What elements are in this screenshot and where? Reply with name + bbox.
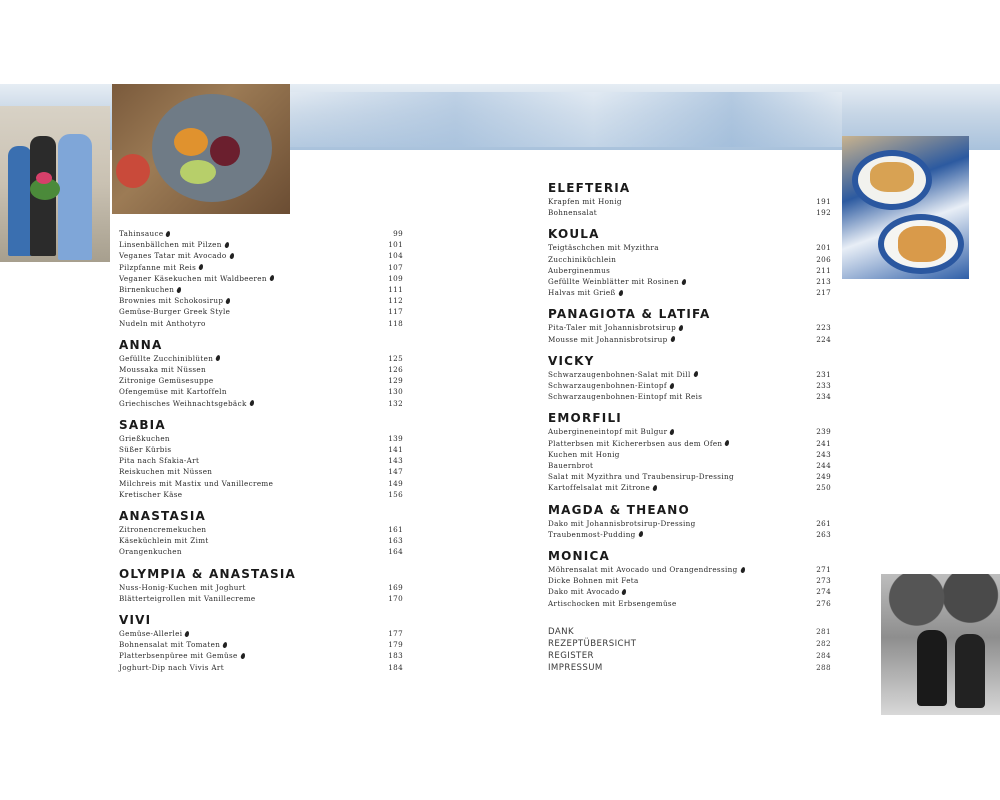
entry-title-text: Teigtäschchen mit Myzithra xyxy=(548,243,659,253)
entry-title xyxy=(548,564,745,575)
photo-figure xyxy=(58,134,92,260)
toc-entry xyxy=(119,489,403,500)
entry-page-number: 126 xyxy=(388,365,403,375)
entry-title-text: Joghurt-Dip nach Vivis Art xyxy=(119,662,224,672)
entry-title xyxy=(119,582,246,593)
entry-page-number: 125 xyxy=(388,353,403,363)
entry-title xyxy=(548,254,616,265)
toc-left-column xyxy=(119,228,403,673)
entry-title-text: Orangenkuchen xyxy=(119,547,182,557)
entry-title xyxy=(119,593,255,604)
entry-page-number: 274 xyxy=(816,587,831,597)
toc-entry xyxy=(119,386,403,397)
entry-title xyxy=(548,639,636,650)
toc-entry xyxy=(548,196,831,207)
photo-bowl xyxy=(116,154,150,188)
entry-page-number: 129 xyxy=(388,376,403,386)
entry-title-text: Zitronige Gemüsesuppe xyxy=(119,376,214,386)
leaf-drop-icon xyxy=(198,264,204,271)
entry-title-text: Grießkuchen xyxy=(119,433,170,443)
photo-greens xyxy=(180,160,216,184)
entry-page-number: 211 xyxy=(816,265,831,275)
entry-title-text: Auberginenmus xyxy=(548,265,611,275)
leaf-drop-icon xyxy=(215,355,221,362)
section-heading: SABIA xyxy=(119,417,166,432)
toc-entry xyxy=(548,334,831,345)
entry-title xyxy=(119,639,227,650)
entry-title xyxy=(119,546,182,557)
entry-title xyxy=(119,466,212,477)
entry-title xyxy=(119,375,214,386)
entry-page-number: 130 xyxy=(388,387,403,397)
toc-entry xyxy=(119,284,403,295)
photo-pumpkin xyxy=(174,128,208,156)
toc-entry xyxy=(119,295,403,306)
leaf-drop-icon xyxy=(249,400,255,407)
entry-title xyxy=(548,575,639,586)
leaf-drop-icon xyxy=(678,324,684,331)
entry-page-number: 273 xyxy=(816,576,831,586)
entry-title-text: Bohnensalat xyxy=(548,208,598,218)
entry-title-text: Veganes Tatar mit Avocado xyxy=(119,251,227,261)
photo-figure xyxy=(917,630,947,706)
entry-title xyxy=(119,489,182,500)
entry-title-text: Linsenbällchen mit Pilzen xyxy=(119,240,222,250)
section-heading: KOULA xyxy=(548,227,600,242)
entry-page-number: 164 xyxy=(388,547,403,557)
toc-extra-entry xyxy=(548,626,831,638)
entry-title-text: Bohnensalat mit Tomaten xyxy=(119,640,221,650)
entry-title-text: Platterbsen mit Kichererbsen aus dem Ofen xyxy=(548,438,723,448)
entry-title-text: Nudeln mit Anthotyro xyxy=(119,318,206,328)
entry-title xyxy=(119,433,170,444)
toc-entry xyxy=(548,438,831,449)
entry-title xyxy=(548,242,659,253)
entry-page-number: 109 xyxy=(388,273,403,283)
entry-title xyxy=(119,650,245,661)
leaf-drop-icon xyxy=(670,336,676,343)
entry-page-number: 147 xyxy=(388,467,403,477)
entry-page-number: 163 xyxy=(388,536,403,546)
section-heading: VICKY xyxy=(548,353,595,368)
entry-title xyxy=(119,250,234,261)
toc-entry xyxy=(119,228,403,239)
leaf-drop-icon xyxy=(269,275,275,282)
entry-title-text: Pita nach Sfakia-Art xyxy=(119,456,200,466)
section-heading: VIVI xyxy=(119,613,152,628)
entry-title xyxy=(548,529,643,540)
entry-title-text: Gemüse-Allerlei xyxy=(119,629,183,639)
entry-title-text: Aubergineneintopf mit Bulgur xyxy=(548,427,668,437)
entry-page-number: 107 xyxy=(388,262,403,272)
entry-page-number: 201 xyxy=(816,243,831,253)
entry-title-text: Ofengemüse mit Kartoffeln xyxy=(119,387,227,397)
entry-title-text: Artischocken mit Erbsengemüse xyxy=(548,598,677,608)
entry-page-number: 233 xyxy=(816,381,831,391)
toc-entry xyxy=(548,322,831,333)
entry-page-number: 143 xyxy=(388,456,403,466)
entry-title-text: DANK xyxy=(548,626,575,637)
entry-page-number: 261 xyxy=(816,518,831,528)
toc-entry xyxy=(548,242,831,253)
leaf-drop-icon xyxy=(669,382,675,389)
toc-entry xyxy=(119,318,403,329)
toc-entry xyxy=(548,471,831,482)
entry-title-text: Traubenmost-Pudding xyxy=(548,529,636,539)
photo-figure xyxy=(955,634,985,708)
entry-title-text: Dako mit Johannisbrotsirup-Dressing xyxy=(548,518,696,528)
toc-entry xyxy=(119,353,403,364)
toc-entry xyxy=(548,529,831,540)
leaf-drop-icon xyxy=(166,230,172,237)
toc-entry xyxy=(119,546,403,557)
toc-right-column xyxy=(548,181,831,675)
entry-page-number: 243 xyxy=(816,449,831,459)
entry-page-number: 249 xyxy=(816,472,831,482)
section-heading: ANASTASIA xyxy=(119,509,206,524)
toc-entry xyxy=(548,391,831,402)
leaf-drop-icon xyxy=(229,252,235,259)
entry-title-text: Kretischer Käse xyxy=(119,489,183,499)
photo-figure xyxy=(8,146,32,256)
entry-title-text: Salat mit Myzithra und Traubensirup-Dressing xyxy=(548,472,734,482)
entry-title xyxy=(548,426,674,437)
leaf-drop-icon xyxy=(622,588,628,595)
leaf-drop-icon xyxy=(225,297,231,304)
toc-entry xyxy=(548,482,831,493)
leaf-drop-icon xyxy=(652,484,658,491)
toc-entry xyxy=(119,398,403,409)
entry-title-text: REZEPTÜBERSICHT xyxy=(548,639,637,650)
entry-page-number: 206 xyxy=(816,254,831,264)
leaf-drop-icon xyxy=(222,641,228,648)
toc-entry xyxy=(119,444,403,455)
entry-title xyxy=(548,265,610,276)
toc-entry xyxy=(119,593,403,604)
entry-page-number: 244 xyxy=(816,461,831,471)
entry-title xyxy=(548,586,626,597)
toc-entry xyxy=(119,364,403,375)
entry-title xyxy=(119,295,230,306)
toc-entry xyxy=(119,239,403,250)
toc-entry xyxy=(548,598,831,609)
entry-title xyxy=(548,369,698,380)
toc-entry xyxy=(119,582,403,593)
entry-title-text: Gemüse-Burger Greek Style xyxy=(119,307,231,317)
entry-title-text: Käseküchlein mit Zimt xyxy=(119,536,209,546)
entry-title xyxy=(548,482,657,493)
entry-title xyxy=(548,460,593,471)
photo-pie xyxy=(870,162,914,192)
entry-title-text: Schwarzaugenbohnen-Salat mit Dill xyxy=(548,369,691,379)
leaf-drop-icon xyxy=(693,371,699,378)
entry-title xyxy=(119,228,170,239)
entry-title xyxy=(548,438,729,449)
toc-entry xyxy=(548,518,831,529)
photo-pie xyxy=(898,226,946,262)
entry-title-text: Gefüllte Zucchiniblüten xyxy=(119,353,214,363)
entry-title xyxy=(119,628,189,639)
toc-entry xyxy=(548,265,831,276)
photo-food-plate xyxy=(112,84,290,214)
entry-page-number: 231 xyxy=(816,369,831,379)
entry-title-text: Süßer Kürbis xyxy=(119,445,172,455)
entry-page-number: 169 xyxy=(388,582,403,592)
entry-title-text: Birnenkuchen xyxy=(119,285,175,295)
entry-page-number: 271 xyxy=(816,565,831,575)
photo-beetroot xyxy=(210,136,240,166)
entry-page-number: 177 xyxy=(388,629,403,639)
entry-page-number: 239 xyxy=(816,427,831,437)
entry-page-number: 156 xyxy=(388,489,403,499)
entry-title-text: Dako mit Avocado xyxy=(548,587,620,597)
entry-title-text: Schwarzaugenbohnen-Eintopf xyxy=(548,381,667,391)
photo-women-walking-bw xyxy=(881,574,1000,715)
photo-pies-on-blue-plates xyxy=(842,136,969,279)
toc-entry xyxy=(119,478,403,489)
entry-page-number: 224 xyxy=(816,334,831,344)
toc-entry xyxy=(119,375,403,386)
toc-entry xyxy=(119,433,403,444)
section-heading: ANNA xyxy=(119,337,163,352)
leaf-drop-icon xyxy=(240,653,246,660)
entry-title-text: Zitronencremekuchen xyxy=(119,525,207,535)
entry-title xyxy=(119,273,274,284)
entry-title-text: Krapfen mit Honig xyxy=(548,197,622,206)
entry-title-text: Gefüllte Weinblätter mit Rosinen xyxy=(548,277,679,287)
entry-page-number: 288 xyxy=(816,663,831,673)
toc-entry xyxy=(119,262,403,273)
toc-entry xyxy=(548,369,831,380)
leaf-drop-icon xyxy=(638,531,644,538)
entry-page-number: 117 xyxy=(388,307,403,317)
entry-title xyxy=(548,196,622,207)
toc-entry xyxy=(548,460,831,471)
toc-entry xyxy=(119,628,403,639)
entry-title xyxy=(119,398,254,409)
section-heading: MONICA xyxy=(548,549,610,564)
entry-title xyxy=(548,627,574,638)
entry-title xyxy=(119,478,273,489)
entry-page-number: 223 xyxy=(816,323,831,333)
entry-title xyxy=(548,380,674,391)
entry-title xyxy=(119,444,171,455)
entry-page-number: 149 xyxy=(388,478,403,488)
entry-page-number: 217 xyxy=(816,288,831,298)
leaf-drop-icon xyxy=(681,278,687,285)
leaf-drop-icon xyxy=(176,286,182,293)
photo-women-with-flowers xyxy=(0,106,110,262)
toc-entry xyxy=(548,276,831,287)
toc-extra-entry xyxy=(548,638,831,650)
toc-entry xyxy=(548,380,831,391)
entry-title-text: Pita-Taler mit Johannisbrotsirup xyxy=(548,323,677,333)
entry-page-number: 281 xyxy=(816,626,831,636)
entry-page-number: 184 xyxy=(388,662,403,672)
toc-entry xyxy=(119,639,403,650)
toc-entry xyxy=(119,250,403,261)
entry-page-number: 141 xyxy=(388,445,403,455)
entry-title xyxy=(548,651,594,662)
toc-entry xyxy=(548,575,831,586)
leaf-drop-icon xyxy=(618,289,624,296)
entry-title-text: Moussaka mit Nüssen xyxy=(119,365,207,375)
entry-title xyxy=(548,518,696,529)
entry-title xyxy=(548,663,603,674)
entry-page-number: 104 xyxy=(388,251,403,261)
entry-page-number: 132 xyxy=(388,398,403,408)
entry-page-number: 241 xyxy=(816,438,831,448)
leaf-drop-icon xyxy=(670,428,676,435)
entry-title-text: Tahinsauce xyxy=(119,229,164,238)
toc-extra-entry xyxy=(548,650,831,662)
entry-title xyxy=(119,284,181,295)
entry-page-number: 191 xyxy=(816,197,831,206)
entry-page-number: 263 xyxy=(816,529,831,539)
entry-page-number: 282 xyxy=(816,639,831,649)
entry-page-number: 276 xyxy=(816,598,831,608)
entry-title xyxy=(548,334,675,345)
leaf-drop-icon xyxy=(185,630,191,637)
entry-title xyxy=(548,598,677,609)
toc-entry xyxy=(548,426,831,437)
entry-page-number: 101 xyxy=(388,240,403,250)
entry-page-number: 179 xyxy=(388,640,403,650)
section-heading: MAGDA & THEANO xyxy=(548,502,690,517)
entry-title-text: Reiskuchen mit Nüssen xyxy=(119,467,213,477)
toc-entry xyxy=(119,466,403,477)
entry-title xyxy=(119,535,209,546)
entry-page-number: 213 xyxy=(816,277,831,287)
entry-title-text: Kartoffelsalat mit Zitrone xyxy=(548,483,651,493)
toc-extras xyxy=(548,626,831,675)
section-heading: PANAGIOTA & LATIFA xyxy=(548,307,711,322)
entry-page-number: 284 xyxy=(816,651,831,661)
entry-page-number: 118 xyxy=(388,318,403,328)
leaf-drop-icon xyxy=(224,241,230,248)
entry-page-number: 99 xyxy=(393,229,403,238)
leaf-drop-icon xyxy=(725,440,731,447)
toc-entry xyxy=(119,524,403,535)
sky-wash xyxy=(290,92,842,147)
entry-title-text: Mousse mit Johannisbrotsirup xyxy=(548,334,668,344)
entry-title-text: Zucchiniküchlein xyxy=(548,254,617,264)
toc-entry xyxy=(548,287,831,298)
section-heading: ELEFTERIA xyxy=(548,181,631,195)
toc-entry xyxy=(119,535,403,546)
toc-entry xyxy=(548,207,831,218)
entry-title xyxy=(119,353,220,364)
entry-title-text: Blätterteigrollen mit Vanillecreme xyxy=(119,593,256,603)
entry-title-text: Möhrensalat mit Avocado und Orangendressing xyxy=(548,565,738,575)
entry-title xyxy=(119,262,203,273)
toc-entry xyxy=(548,254,831,265)
entry-title-text: Kuchen mit Honig xyxy=(548,449,620,459)
toc-entry xyxy=(548,586,831,597)
entry-title xyxy=(548,207,597,218)
leaf-drop-icon xyxy=(740,566,746,573)
photo-flower xyxy=(36,172,52,184)
entry-page-number: 234 xyxy=(816,392,831,402)
entry-title-text: REGISTER xyxy=(548,651,594,662)
toc-entry xyxy=(119,273,403,284)
entry-title-text: Milchreis mit Mastix und Vanillecreme xyxy=(119,478,274,488)
entry-title xyxy=(119,662,224,673)
toc-entry xyxy=(548,564,831,575)
entry-title-text: Schwarzaugenbohnen-Eintopf mit Reis xyxy=(548,392,703,402)
entry-page-number: 112 xyxy=(388,296,403,306)
entry-title xyxy=(119,455,199,466)
entry-title-text: Veganer Käsekuchen mit Waldbeeren xyxy=(119,273,267,283)
toc-entry xyxy=(119,306,403,317)
entry-title-text: Nuss-Honig-Kuchen mit Joghurt xyxy=(119,582,246,592)
entry-title xyxy=(119,364,206,375)
toc-extra-entry xyxy=(548,662,831,674)
toc-entry xyxy=(548,449,831,460)
entry-title xyxy=(119,306,230,317)
entry-title-text: Brownies mit Schokosirup xyxy=(119,296,224,306)
photo-trees xyxy=(881,574,1000,634)
section-heading: OLYMPIA & ANASTASIA xyxy=(119,566,296,581)
entry-page-number: 170 xyxy=(388,593,403,603)
entry-title xyxy=(119,318,206,329)
entry-title xyxy=(548,471,734,482)
entry-title-text: Dicke Bohnen mit Feta xyxy=(548,576,639,586)
toc-entry xyxy=(119,650,403,661)
entry-page-number: 250 xyxy=(816,483,831,493)
section-heading: EMORFILI xyxy=(548,411,622,426)
entry-title xyxy=(119,524,206,535)
entry-title-text: IMPRESSUM xyxy=(548,663,603,674)
entry-title-text: Platterbsenpüree mit Gemüse xyxy=(119,651,238,661)
entry-page-number: 111 xyxy=(388,285,403,295)
entry-title xyxy=(548,391,702,402)
entry-page-number: 183 xyxy=(388,651,403,661)
toc-entry xyxy=(119,662,403,673)
entry-title xyxy=(119,239,229,250)
entry-page-number: 139 xyxy=(388,433,403,443)
entry-title xyxy=(548,276,686,287)
toc-entry xyxy=(119,455,403,466)
entry-title xyxy=(119,386,227,397)
entry-title-text: Bauernbrot xyxy=(548,461,594,471)
entry-page-number: 192 xyxy=(816,208,831,218)
entry-title-text: Griechisches Weihnachtsgebäck xyxy=(119,398,247,408)
entry-title xyxy=(548,287,623,298)
entry-title xyxy=(548,322,683,333)
entry-title xyxy=(548,449,620,460)
entry-title-text: Halvas mit Grieß xyxy=(548,288,616,298)
entry-page-number: 161 xyxy=(388,525,403,535)
entry-title-text: Pilzpfanne mit Reis xyxy=(119,262,197,272)
